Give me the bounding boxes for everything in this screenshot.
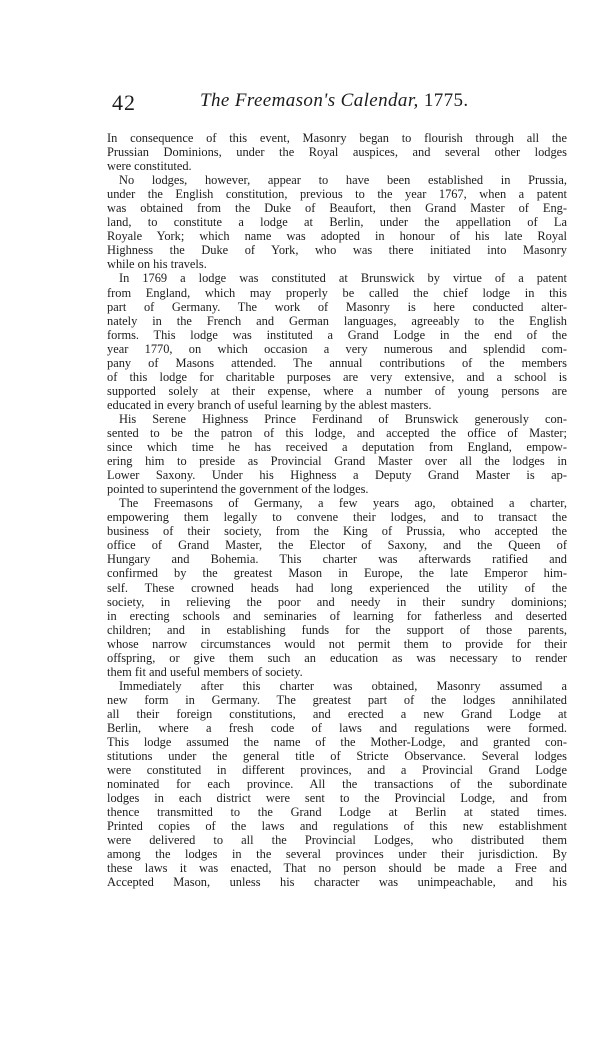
text-line: under the English constitution, previous to the year 1767, when a patent — [107, 187, 567, 202]
text-line: Accepted Mason, unless his character was unimpeachable, and his — [107, 875, 567, 890]
text-line: of this lodge for charitable purposes are very extensive, and a school is — [107, 369, 567, 384]
text-line: Royale York; which name was adopted in honour of his late Royal — [107, 229, 567, 244]
text-line: business of their society, from the King of Prussia, who accepted the — [107, 524, 567, 539]
text-line: confirmed by the greatest Mason in Europe, the late Emperor him- — [107, 566, 567, 581]
text-line: Immediately after this charter was obtained, Masonry assumed a — [119, 678, 567, 693]
text-line: were constituted in different provinces, and a Provincial Grand Lodge — [107, 763, 567, 778]
text-line: whose narrow circumstances would not permit them to provide for their — [107, 636, 567, 651]
text-line: society, in relieving the poor and needy in their sundry dominions; — [107, 594, 567, 609]
text-line: Highness the Duke of York, who was there initiated into Masonry — [107, 243, 567, 258]
text-line: Hungary and Bohemia. This charter was afterwards ratified and — [107, 552, 567, 567]
text-line: Lower Saxony. Under his Highness a Deputy Grand Master is ap- — [107, 468, 567, 483]
text-line: empowering them legally to convene their lodges, and to transact the — [107, 510, 567, 525]
text-line: children; and in establishing funds for the support of those parents, — [107, 622, 567, 637]
text-line: His Serene Highness Prince Ferdinand of Brunswick generously con- — [119, 411, 567, 426]
text-line: year 1770, on which occasion a very numerous and splendid com- — [107, 341, 567, 356]
text-line: No lodges, however, appear to have been established in Prussia, — [119, 173, 567, 188]
text-line: nominated for each province. All the transactions of the subordinate — [107, 777, 567, 792]
running-title — [200, 90, 469, 112]
page-number: 42 — [112, 90, 136, 115]
text-line: educated in every branch of useful learning by the ablest masters. — [107, 397, 432, 412]
text-line: was obtained from the Duke of Beaufort, then Grand Master of Eng- — [107, 201, 567, 216]
text-line: In consequence of this event, Masonry began to flourish through all the — [107, 131, 567, 145]
text-line: these laws it was enacted, That no person should be made a Free and — [107, 861, 567, 876]
text-line: Printed copies of the laws and regulations of this new establishment — [107, 819, 567, 834]
text-line: forms. This lodge was instituted a Grand Lodge in the end of the — [107, 327, 567, 342]
running-title-text: The Freemason's Calendar, — [200, 90, 419, 111]
text-line: land, to constitute a lodge at Berlin, under the appellation of La — [107, 215, 567, 230]
running-title-year: 1775. — [423, 90, 469, 111]
text-line: part of Germany. The work of Masonry is here conducted alter- — [107, 299, 567, 314]
text-line: them fit and useful members of society. — [107, 664, 303, 679]
text-line: all their foreign constitutions, and erected a new Grand Lodge at — [107, 706, 567, 721]
text-line: sented to be the patron of this lodge, and accepted the office of Master; — [107, 425, 567, 440]
text-line: among the lodges in the several provinces under their jurisdiction. By — [107, 847, 567, 862]
text-line: thence transmitted to the Grand Lodge at Berlin at stated times. — [107, 805, 567, 820]
text-line: new form in Germany. The greatest part of the lodges annihilated — [107, 692, 567, 707]
body-text — [107, 131, 567, 890]
text-line: self. These crowned heads had long experienced the utility of the — [107, 580, 567, 595]
text-line: from England, which may properly be called the chief lodge in this — [107, 285, 567, 300]
text-line: nately in the French and German languages, agreeably to the English — [107, 313, 567, 328]
text-line: in erecting schools and seminaries of learning for fatherless and deserted — [107, 608, 567, 623]
text-line: while on his travels. — [107, 257, 207, 272]
text-line: pointed to superintend the government of the lodges. — [107, 482, 369, 497]
text-line: This lodge assumed the name of the Mother-Lodge, and granted con- — [107, 735, 567, 750]
text-line: In 1769 a lodge was constituted at Brunswick by virtue of a patent — [119, 271, 567, 286]
text-line: lodges in each district were sent to the Provincial Lodge, and from — [107, 791, 567, 806]
text-line: The Freemasons of Germany, a few years ago, obtained a charter, — [119, 496, 567, 511]
text-line: supported solely at their expense, where a number of young persons are — [107, 383, 567, 398]
text-line: Berlin, where a fresh code of laws and regulations were formed. — [107, 720, 567, 735]
text-line: pany of Masons attended. The annual contributions of the members — [107, 355, 567, 370]
text-line: stitutions under the general title of Stricte Observance. Several lodges — [107, 749, 567, 764]
text-line: ering him to preside as Provincial Grand Master over all the lodges in — [107, 454, 567, 469]
text-line: office of Grand Master, the Elector of Saxony, and the Queen of — [107, 538, 567, 553]
text-line: since which time he has received a deputation from England, empow- — [107, 440, 567, 455]
text-line: were constituted. — [107, 159, 192, 174]
text-line: offspring, or give them such an education as was necessary to render — [107, 650, 567, 665]
page-header — [0, 90, 589, 120]
text-line: were delivered to all the Provincial Lodges, who distributed them — [107, 833, 567, 848]
text-line: Prussian Dominions, under the Royal auspices, and several other lodges — [107, 145, 567, 160]
